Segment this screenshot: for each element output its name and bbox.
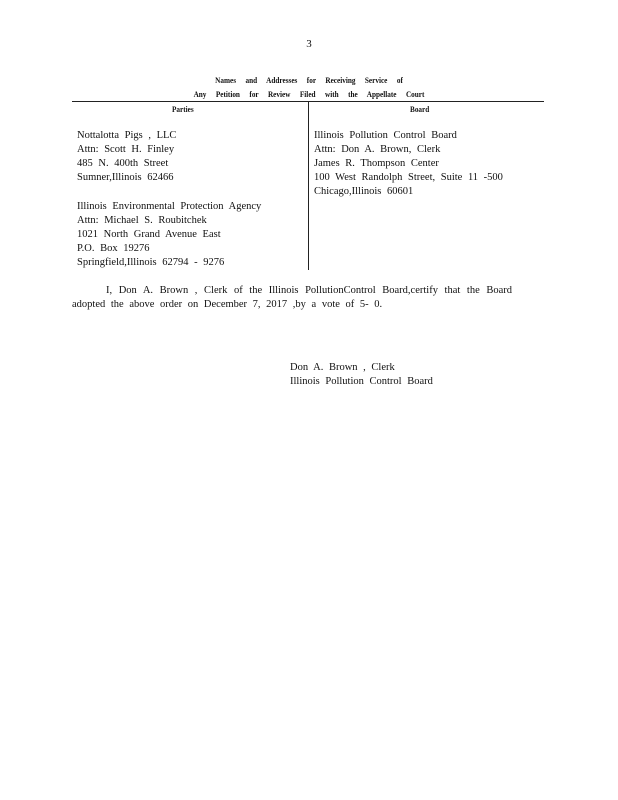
party-street: 1021 North Grand Avenue East xyxy=(77,229,221,240)
column-divider xyxy=(308,101,309,270)
party-attention: Attn: Scott H. Finley xyxy=(77,144,175,155)
signature-name: Don A. Brown , Clerk xyxy=(290,362,395,373)
party-address-block xyxy=(77,129,176,185)
party-name: Nottalotta Pigs , LLC xyxy=(77,130,177,141)
heading-line-2: Any Petition for Review Filed with the Appellate Court xyxy=(193,89,425,99)
party-po-box: P.O. Box 19276 xyxy=(77,243,150,254)
board-building: James R. Thompson Center xyxy=(314,158,439,169)
board-address-block xyxy=(314,129,503,199)
party-city: Springfield,Illinois 62794 - 9276 xyxy=(77,257,225,268)
party-attention: Attn: Michael S. Roubitchek xyxy=(77,215,207,226)
parties-column-header: Parties xyxy=(172,104,194,114)
heading-line-1: Names and Addresses for Receiving Service of xyxy=(215,75,403,85)
board-column-header: Board xyxy=(410,104,430,114)
certification-text: I, Don A. Brown , Clerk of the Illinois PollutionControl Board,certify that the Board adopted the above order on December 7, 2017 ,by a vote of 5- 0. xyxy=(72,285,512,310)
party-street: 485 N. 400th Street xyxy=(77,158,169,169)
page-number: 3 xyxy=(306,38,312,50)
board-name: Illinois Pollution Control Board xyxy=(314,130,457,141)
party-address-block xyxy=(77,200,261,270)
signature-block xyxy=(290,361,433,389)
board-attention: Attn: Don A. Brown, Clerk xyxy=(314,144,441,155)
board-street: 100 West Randolph Street, Suite 11 -500 xyxy=(314,172,503,183)
signature-organization: Illinois Pollution Control Board xyxy=(290,376,433,387)
certification-paragraph xyxy=(72,284,512,312)
board-city: Chicago,Illinois 60601 xyxy=(314,186,414,197)
party-name: Illinois Environmental Protection Agency xyxy=(77,201,262,212)
party-city: Sumner,Illinois 62466 xyxy=(77,172,174,183)
